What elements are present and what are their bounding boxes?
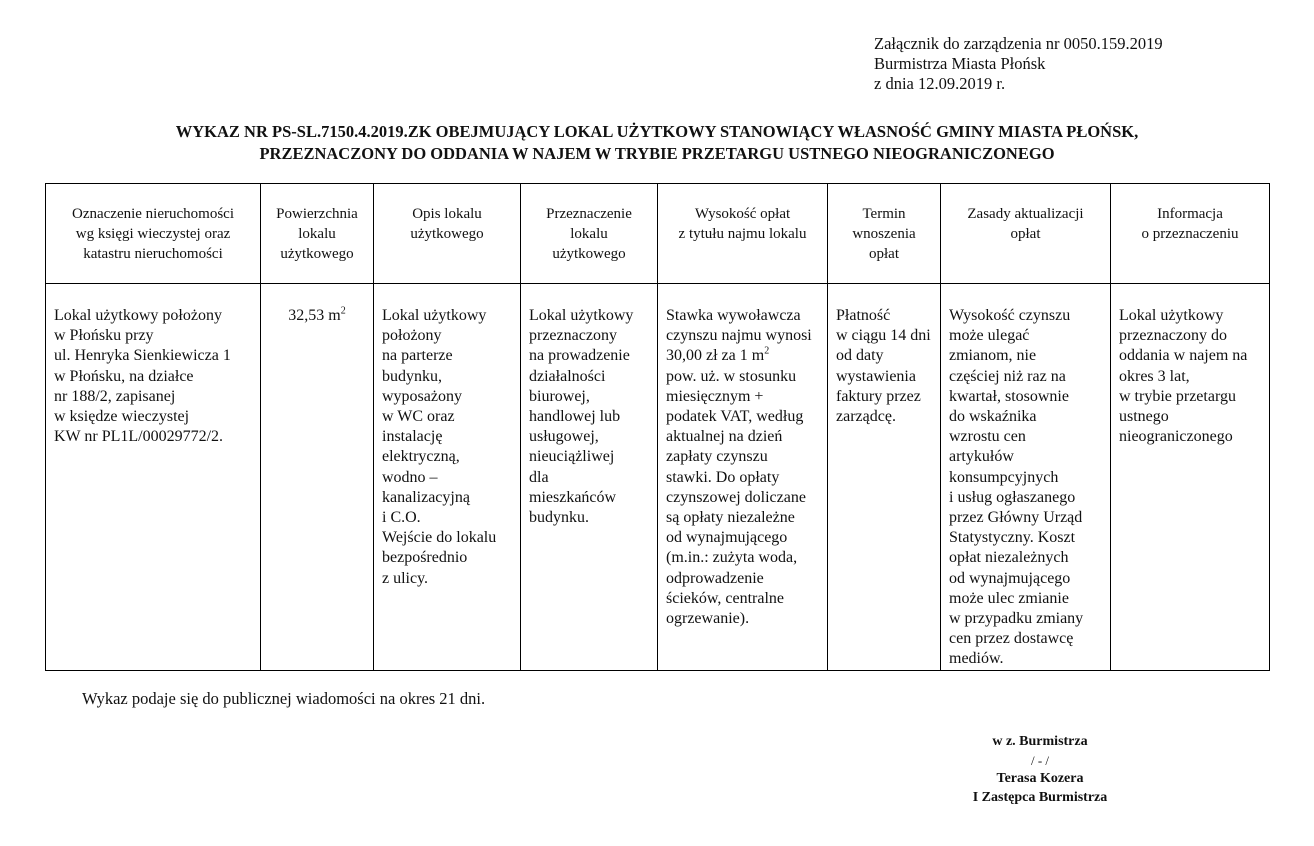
cell-description xyxy=(374,284,521,671)
text-line: aktualnej na dzień xyxy=(666,428,783,446)
text-line: Powierzchnia xyxy=(276,206,358,222)
text-line: są opłaty niezależne xyxy=(666,509,795,527)
text-line: Zasady aktualizacji xyxy=(967,206,1084,222)
text-line: Statystyczny. Koszt xyxy=(949,529,1076,547)
text-line: zmianom, nie xyxy=(949,347,1037,365)
text-line: Lokal użytkowy xyxy=(1119,307,1224,324)
text-line: wnoszenia xyxy=(852,226,916,242)
signature-line-4: I Zastępca Burmistrza xyxy=(972,789,1108,805)
text-line: i usług ogłaszanego xyxy=(949,488,1076,506)
text-line: handlowej lub xyxy=(529,408,621,426)
text-line: (m.in.: zużyta woda, xyxy=(666,549,798,567)
cell-payment-term xyxy=(828,284,941,671)
text-line: w przypadku zmiany xyxy=(949,610,1084,628)
document-title xyxy=(0,121,1314,165)
text-line: Przeznaczenie xyxy=(546,206,632,222)
text-line: KW nr PL1L/00029772/2. xyxy=(54,428,224,446)
text-line: Lokal użytkowy położony xyxy=(54,307,222,324)
text-line: wg księgi wieczystej oraz xyxy=(75,226,231,242)
cell-designation xyxy=(46,284,261,671)
text-line: o przeznaczeniu xyxy=(1141,226,1239,242)
fees-line-1: Stawka wywoławcza xyxy=(666,307,801,324)
text-line: faktury przez xyxy=(836,387,921,405)
fees-line-3: 30,00 zł za 1 m xyxy=(666,347,765,365)
cell-information xyxy=(1111,284,1270,671)
text-line: z ulicy. xyxy=(382,569,429,587)
text-line: lokalu xyxy=(298,226,336,242)
text-line: Termin xyxy=(862,206,906,222)
text-line: w WC oraz xyxy=(382,408,455,426)
text-line: w księdze wieczystej xyxy=(54,408,190,426)
text-line: podatek VAT, według xyxy=(666,408,804,426)
text-line: przeznaczony xyxy=(529,327,617,345)
text-line: konsumpcyjnych xyxy=(949,468,1059,486)
text-line: w Płońsku, na działce xyxy=(54,367,194,385)
text-line: użytkowego xyxy=(280,246,354,262)
text-line: opłat xyxy=(869,246,899,262)
annex-header xyxy=(874,34,1163,94)
text-line: zarządcę. xyxy=(836,408,896,426)
text-line: zapłaty czynszu xyxy=(666,448,768,466)
signature-line-1: w z. Burmistrza xyxy=(992,734,1088,749)
cell-purpose xyxy=(521,284,658,671)
text-line: ul. Henryka Sienkiewicza 1 xyxy=(54,347,231,365)
text-line: miesięcznym + xyxy=(666,387,764,405)
text-line: Wysokość czynszu xyxy=(949,307,1071,324)
title-line-2: PRZEZNACZONY DO ODDANIA W NAJEM W TRYBIE PRZETARGU USTNEGO NIEOGRANICZONEGO xyxy=(259,144,1055,163)
text-line: nieuciążliwej xyxy=(529,448,615,466)
header-purpose xyxy=(521,184,658,284)
text-line: wystawienia xyxy=(836,367,916,385)
header-payment-term xyxy=(828,184,941,284)
text-line: Wejście do lokalu xyxy=(382,529,497,547)
text-line: od wynajmującego xyxy=(666,529,788,547)
text-line: pow. uż. w stosunku xyxy=(666,367,797,385)
text-line: opłat niezależnych xyxy=(949,549,1069,567)
text-line: w trybie przetargu xyxy=(1119,387,1236,405)
fees-line-2: czynszu najmu wynosi xyxy=(666,327,812,345)
text-line: do wskaźnika xyxy=(949,408,1037,426)
signature-line-3: Terasa Kozera xyxy=(996,771,1084,786)
text-line: lokalu xyxy=(570,226,608,242)
text-line: mieszkańców xyxy=(529,488,617,506)
text-line: ogrzewanie). xyxy=(666,610,750,628)
text-line: i C.O. xyxy=(382,509,421,527)
text-line: nr 188/2, zapisanej xyxy=(54,387,176,405)
property-table xyxy=(45,183,1270,671)
text-line: usługowej, xyxy=(529,428,599,446)
cell-fees xyxy=(658,284,828,671)
text-line: artykułów xyxy=(949,448,1014,466)
text-line: w ciągu 14 dni xyxy=(836,327,931,345)
annex-line-2: Burmistrza Miasta Płońsk xyxy=(874,54,1046,73)
text-line: katastru nieruchomości xyxy=(83,246,223,262)
text-line: budynku, xyxy=(382,367,442,385)
text-line: od daty xyxy=(836,347,884,365)
text-line: na prowadzenie xyxy=(529,347,630,365)
text-line: położony xyxy=(382,327,442,345)
text-line: w Płońsku przy xyxy=(54,327,154,345)
fees-line-3-sup: 2 xyxy=(764,346,770,358)
text-line: działalności xyxy=(529,367,606,385)
text-line: Oznaczenie nieruchomości xyxy=(71,206,234,222)
header-area xyxy=(261,184,374,284)
text-line: ścieków, centralne xyxy=(666,589,785,607)
text-line: na parterze xyxy=(382,347,453,365)
text-line: elektryczną, xyxy=(382,448,460,466)
text-line: budynku. xyxy=(529,509,589,527)
text-line: instalację xyxy=(382,428,443,446)
text-line: kwartał, stosownie xyxy=(949,387,1069,405)
text-line: może ulegać xyxy=(949,327,1030,345)
text-line: Lokal użytkowy xyxy=(529,307,634,324)
text-line: wyposażony xyxy=(382,387,462,405)
text-line: Lokal użytkowy xyxy=(382,307,487,324)
text-line: dla xyxy=(529,468,549,486)
text-line: bezpośrednio xyxy=(382,549,468,567)
header-designation xyxy=(46,184,261,284)
text-line: użytkowego xyxy=(552,246,626,262)
text-line: przeznaczony do xyxy=(1119,327,1227,345)
text-line: Informacja xyxy=(1157,206,1223,222)
text-line: biurowej, xyxy=(529,387,590,405)
text-line: przez Główny Urząd xyxy=(949,509,1083,527)
text-line: nieograniczonego xyxy=(1119,428,1233,446)
text-line: Płatność xyxy=(836,307,891,324)
text-line: ustnego xyxy=(1119,408,1169,426)
text-line: okres 3 lat, xyxy=(1119,367,1190,385)
text-line: z tytułu najmu lokalu xyxy=(678,226,807,242)
signature-block xyxy=(940,733,1140,807)
text-line: Opis lokalu xyxy=(412,206,482,222)
annex-line-3: z dnia 12.09.2019 r. xyxy=(874,74,1006,93)
text-line: Wysokość opłat xyxy=(694,206,791,222)
text-line: częściej niż raz na xyxy=(949,367,1066,385)
text-line: mediów. xyxy=(949,650,1004,668)
table-header-row xyxy=(46,184,1270,284)
text-line: kanalizacyjną xyxy=(382,488,470,506)
header-update-rules xyxy=(941,184,1111,284)
header-fees xyxy=(658,184,828,284)
text-line: stawki. Do opłaty xyxy=(666,468,780,486)
text-line: wodno – xyxy=(382,468,438,486)
text-line: czynszowej doliczane xyxy=(666,488,806,506)
text-line: oddania w najem na xyxy=(1119,347,1248,365)
fees-rest xyxy=(666,367,825,630)
text-line: wzrostu cen xyxy=(949,428,1026,446)
area-unit-sup: 2 xyxy=(340,305,346,317)
text-line: od wynajmującego xyxy=(949,569,1071,587)
header-information xyxy=(1111,184,1270,284)
header-description xyxy=(374,184,521,284)
annex-line-1: Załącznik do zarządzenia nr 0050.159.2019 xyxy=(874,34,1163,53)
text-line: użytkowego xyxy=(410,226,484,242)
text-line: odprowadzenie xyxy=(666,569,764,587)
text-line: cen przez dostawcę xyxy=(949,630,1074,648)
publication-note: Wykaz podaje się do publicznej wiadomości na okres 21 dni. xyxy=(82,689,486,708)
table-row xyxy=(46,284,1270,671)
signature-line-2: / - / xyxy=(1030,752,1050,768)
title-line-1: WYKAZ NR PS-SL.7150.4.2019.ZK OBEJMUJĄCY LOKAL UŻYTKOWY STANOWIĄCY WŁASNOŚĆ GMINY MIASTA PŁOŃSK, xyxy=(175,122,1139,141)
cell-update-rules xyxy=(941,284,1111,671)
text-line: opłat xyxy=(1010,226,1041,242)
area-value: 32,53 m xyxy=(288,307,341,324)
text-line: może ulec zmianie xyxy=(949,589,1069,607)
cell-area xyxy=(261,284,374,671)
